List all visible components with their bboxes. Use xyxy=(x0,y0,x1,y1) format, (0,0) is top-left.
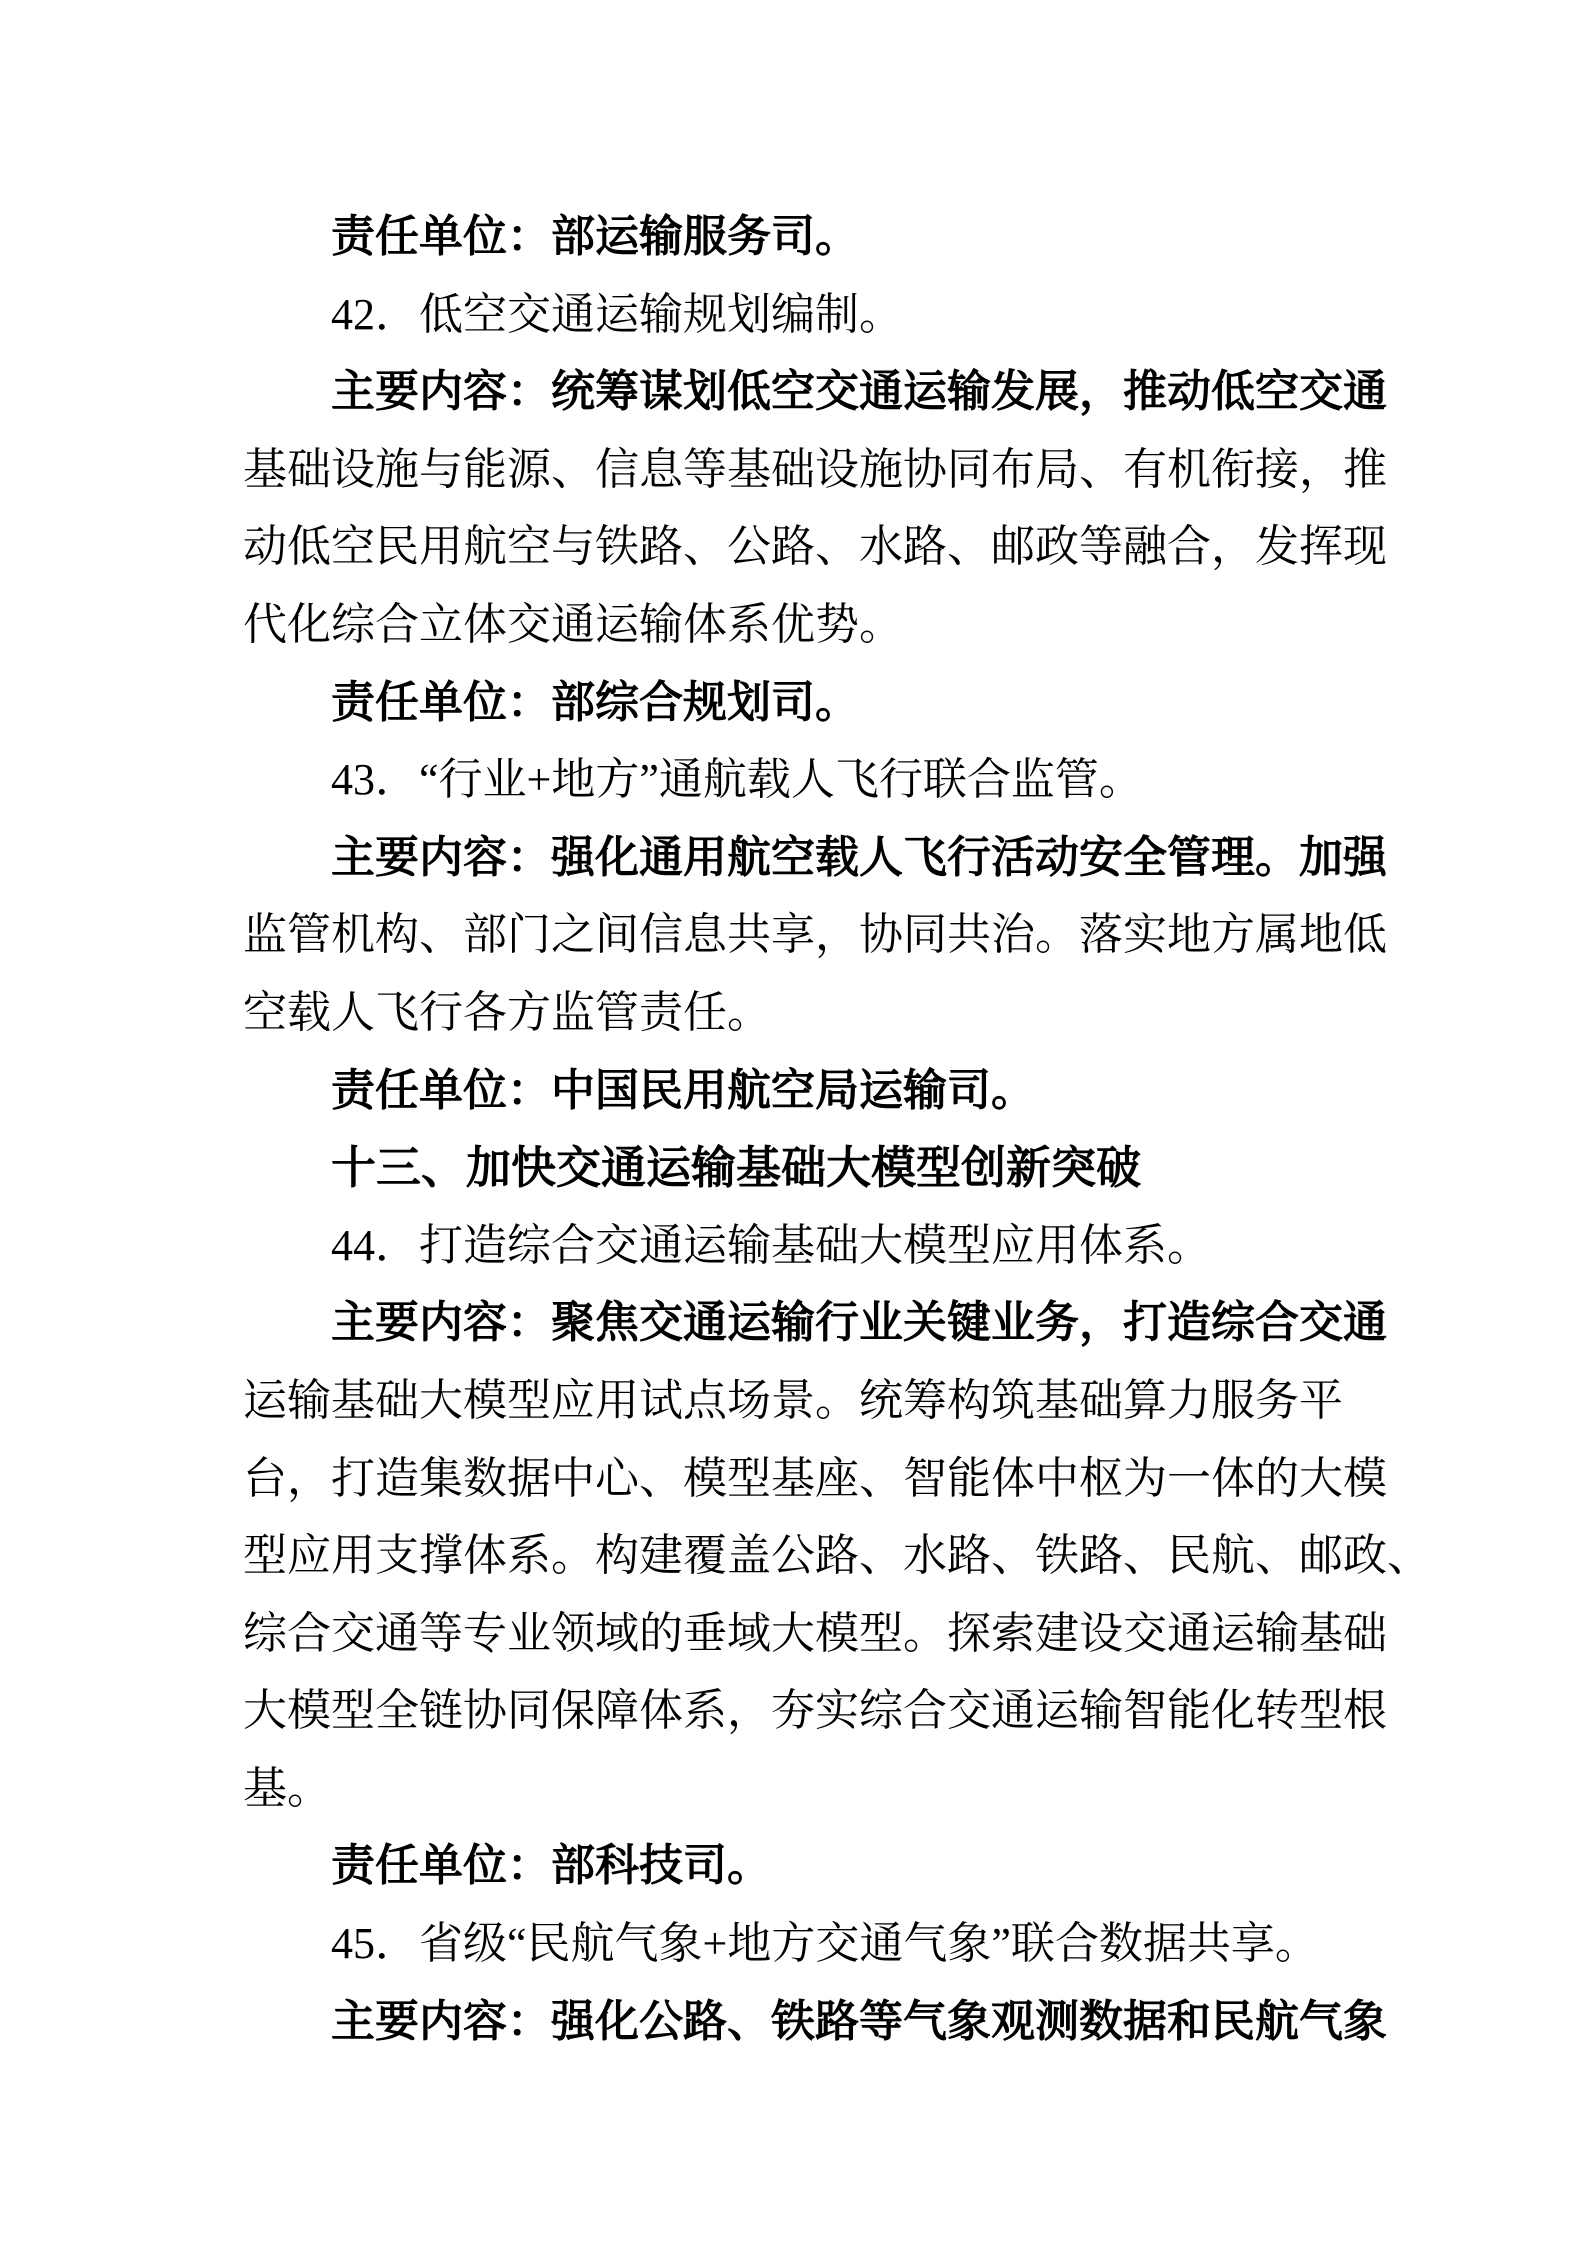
numbered-item-title xyxy=(243,276,1353,354)
line-text: 强化公路、铁路等气象观测数据和民航气象 xyxy=(551,1996,1387,2046)
body-text-line xyxy=(243,431,1387,509)
body-text-line xyxy=(243,508,1387,586)
body-text-line xyxy=(243,1362,1353,1440)
line-text: 代化综合立体交通运输体系优势。 xyxy=(243,599,903,649)
body-text-line xyxy=(243,586,1353,664)
line-text: 十三、加快交通运输基础大模型创新突破 xyxy=(331,1142,1142,1194)
paragraph-label: 责任单位： xyxy=(331,677,551,727)
paragraph-label: 主要内容： xyxy=(331,1996,551,2046)
body-text-line xyxy=(243,1672,1387,1750)
line-text: 部综合规划司。 xyxy=(551,677,859,727)
line-text: 基础设施与能源、信息等基础设施协同布局、有机衔接，推 xyxy=(243,444,1387,494)
labeled-line xyxy=(243,353,1387,431)
line-text: 强化通用航空载人飞行活动安全管理。加强 xyxy=(551,832,1387,882)
body-text-line xyxy=(243,1595,1387,1673)
paragraph-label: 主要内容： xyxy=(331,367,551,417)
body-text-line xyxy=(243,896,1387,974)
numbered-item-title xyxy=(243,1905,1353,1983)
body-text-line xyxy=(243,974,1353,1052)
line-text: 运输基础大模型应用试点场景。统筹构筑基础算力服务平 xyxy=(243,1375,1343,1425)
body-text-line xyxy=(243,1517,1431,1595)
numbered-item-title xyxy=(243,1207,1353,1285)
line-text: 45．省级“民航气象+地方交通气象”联合数据共享。 xyxy=(331,1919,1319,1969)
section-heading xyxy=(243,1129,1353,1207)
line-text: 聚焦交通运输行业关键业务，打造综合交通 xyxy=(551,1298,1387,1348)
line-text: 中国民用航空局运输司。 xyxy=(551,1065,1035,1115)
numbered-item-title xyxy=(243,741,1353,819)
line-text: 43．“行业+地方”通航载人飞行联合监管。 xyxy=(331,755,1143,805)
line-text: 监管机构、部门之间信息共享，协同共治。落实地方属地低 xyxy=(243,910,1387,960)
paragraph-label: 主要内容： xyxy=(331,832,551,882)
text-block xyxy=(243,198,1431,2060)
paragraph-label: 责任单位： xyxy=(331,1841,551,1891)
line-text: 型应用支撑体系。构建覆盖公路、水路、铁路、民航、邮政、 xyxy=(243,1531,1431,1581)
labeled-line xyxy=(243,1983,1387,2061)
body-text-line xyxy=(243,1750,1353,1828)
line-text: 42．低空交通运输规划编制。 xyxy=(331,289,903,339)
paragraph-label: 主要内容： xyxy=(331,1298,551,1348)
line-text: 综合交通等专业领域的垂域大模型。探索建设交通运输基础 xyxy=(243,1608,1387,1658)
line-text: 部运输服务司。 xyxy=(551,212,859,261)
paragraph-label: 责任单位： xyxy=(331,1065,551,1115)
paragraph-label: 责任单位： xyxy=(331,212,551,261)
line-text: 动低空民用航空与铁路、公路、水路、邮政等融合，发挥现 xyxy=(243,522,1387,572)
labeled-line xyxy=(243,664,1353,742)
labeled-line xyxy=(243,1284,1387,1362)
line-text: 统筹谋划低空交通运输发展，推动低空交通 xyxy=(551,367,1387,417)
labeled-line xyxy=(243,819,1387,897)
line-text: 基。 xyxy=(243,1763,331,1813)
body-text-line xyxy=(243,1440,1387,1518)
line-text: 空载人飞行各方监管责任。 xyxy=(243,987,771,1037)
line-text: 44．打造综合交通运输基础大模型应用体系。 xyxy=(331,1220,1211,1270)
labeled-line xyxy=(243,1827,1353,1905)
line-text: 大模型全链协同保障体系，夯实综合交通运输智能化转型根 xyxy=(243,1686,1387,1736)
labeled-line xyxy=(243,1052,1353,1130)
line-text: 部科技司。 xyxy=(551,1841,771,1891)
labeled-line xyxy=(243,198,1353,276)
line-text: 台，打造集数据中心、模型基座、智能体中枢为一体的大模 xyxy=(243,1453,1387,1503)
